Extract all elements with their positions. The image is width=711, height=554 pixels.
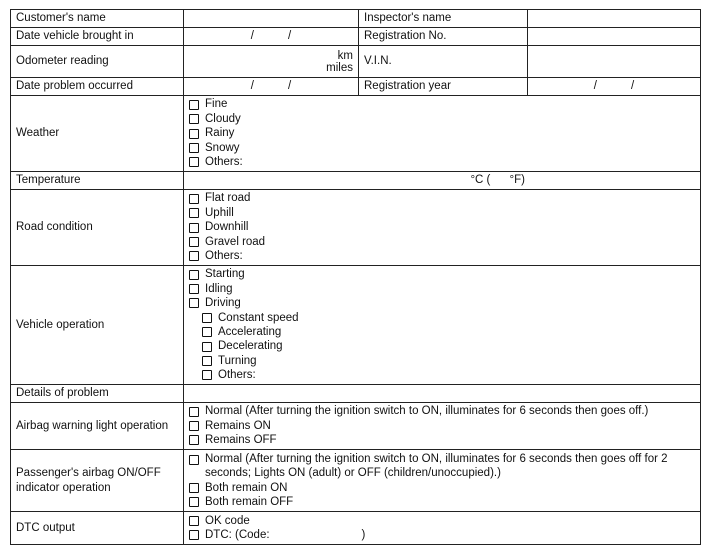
checkbox-icon[interactable] xyxy=(189,530,199,540)
checkbox-icon[interactable] xyxy=(202,342,212,352)
weather-label: Weather xyxy=(11,96,184,172)
airbag-light-label: Airbag warning light operation xyxy=(11,403,184,450)
airbag-option-normal[interactable]: Normal (After turning the ignition switch to ON, illuminates for 6 seconds then goes off.) xyxy=(189,404,695,418)
row-details xyxy=(11,385,701,403)
checkbox-icon[interactable] xyxy=(189,157,199,167)
dtc-code-close: ) xyxy=(361,529,366,541)
checkbox-icon[interactable] xyxy=(189,435,199,445)
weather-option-fine[interactable]: Fine xyxy=(189,97,695,111)
dtc-label: DTC output xyxy=(11,512,184,545)
checkbox-icon[interactable] xyxy=(189,407,199,417)
operation-option-idling[interactable]: Idling xyxy=(189,282,695,296)
road-option-uphill[interactable]: Uphill xyxy=(189,206,695,220)
checkbox-icon[interactable] xyxy=(189,237,199,247)
checkbox-icon[interactable] xyxy=(189,100,199,110)
checkbox-icon[interactable] xyxy=(189,208,199,218)
registration-year-field[interactable] xyxy=(528,78,701,96)
weather-option-rainy[interactable]: Rainy xyxy=(189,126,695,140)
inspector-name-label: Inspector's name xyxy=(359,10,528,28)
date-separator: / xyxy=(288,80,292,93)
passenger-indicator-options xyxy=(184,450,701,512)
dtc-option-ok[interactable]: OK code xyxy=(189,514,695,528)
driving-option-others[interactable]: Others: xyxy=(189,368,695,382)
dtc-option-code[interactable]: DTC: (Code: ) xyxy=(189,528,695,542)
checkbox-icon[interactable] xyxy=(189,298,199,308)
details-field[interactable] xyxy=(184,385,701,403)
checkbox-icon[interactable] xyxy=(189,284,199,294)
checkbox-icon[interactable] xyxy=(189,516,199,526)
operation-option-driving[interactable]: Driving xyxy=(189,296,695,310)
odometer-units xyxy=(189,50,353,74)
weather-option-cloudy[interactable]: Cloudy xyxy=(189,112,695,126)
diagnosis-form-table xyxy=(10,9,701,545)
registration-no-field[interactable] xyxy=(528,28,701,46)
odometer-label: Odometer reading xyxy=(11,46,184,78)
unit-miles: miles xyxy=(326,61,353,74)
checkbox-icon[interactable] xyxy=(202,327,212,337)
checkbox-icon[interactable] xyxy=(189,497,199,507)
checkbox-icon[interactable] xyxy=(202,356,212,366)
road-condition-options xyxy=(184,190,701,266)
date-problem-field[interactable] xyxy=(184,78,359,96)
customer-name-field[interactable] xyxy=(184,10,359,28)
row-customer xyxy=(11,10,701,28)
date-problem-label: Date problem occurred xyxy=(11,78,184,96)
checkbox-icon[interactable] xyxy=(189,194,199,204)
road-option-downhill[interactable]: Downhill xyxy=(189,220,695,234)
driving-option-accelerating[interactable]: Accelerating xyxy=(189,325,695,339)
registration-no-label: Registration No. xyxy=(359,28,528,46)
checkbox-icon[interactable] xyxy=(189,129,199,139)
passenger-option-both-on[interactable]: Both remain ON xyxy=(189,481,695,495)
registration-year-label: Registration year xyxy=(359,78,528,96)
airbag-light-options xyxy=(184,403,701,450)
airbag-option-remains-off[interactable]: Remains OFF xyxy=(189,433,695,447)
row-odometer xyxy=(11,46,701,78)
driving-option-decelerating[interactable]: Decelerating xyxy=(189,339,695,353)
vin-field[interactable] xyxy=(528,46,701,78)
row-date-brought xyxy=(11,28,701,46)
checkbox-icon[interactable] xyxy=(189,421,199,431)
checkbox-icon[interactable] xyxy=(189,223,199,233)
row-temperature xyxy=(11,172,701,190)
checkbox-icon[interactable] xyxy=(189,483,199,493)
checkbox-icon[interactable] xyxy=(189,270,199,280)
road-option-flat[interactable]: Flat road xyxy=(189,191,695,205)
row-dtc xyxy=(11,512,701,545)
date-separator: / xyxy=(631,80,635,93)
date-separator: / xyxy=(250,30,254,43)
checkbox-icon[interactable] xyxy=(202,313,212,323)
weather-option-others[interactable]: Others: xyxy=(189,155,695,169)
row-date-problem xyxy=(11,78,701,96)
row-road-condition xyxy=(11,190,701,266)
temperature-units: °C ( °F) xyxy=(470,174,525,187)
road-condition-label: Road condition xyxy=(11,190,184,266)
row-weather xyxy=(11,96,701,172)
checkbox-icon[interactable] xyxy=(189,251,199,261)
passenger-option-both-off[interactable]: Both remain OFF xyxy=(189,495,695,509)
airbag-option-remains-on[interactable]: Remains ON xyxy=(189,419,695,433)
checkbox-icon[interactable] xyxy=(202,370,212,380)
row-vehicle-operation xyxy=(11,266,701,385)
odometer-field[interactable] xyxy=(184,46,359,78)
road-option-others[interactable]: Others: xyxy=(189,249,695,263)
date-brought-field[interactable] xyxy=(184,28,359,46)
operation-option-starting[interactable]: Starting xyxy=(189,267,695,281)
date-separator: / xyxy=(593,80,597,93)
date-brought-label: Date vehicle brought in xyxy=(11,28,184,46)
unit-km: km xyxy=(337,49,353,62)
checkbox-icon[interactable] xyxy=(189,455,199,465)
date-separator: / xyxy=(288,30,292,43)
road-option-gravel[interactable]: Gravel road xyxy=(189,235,695,249)
weather-options xyxy=(184,96,701,172)
driving-option-constant-speed[interactable]: Constant speed xyxy=(189,311,695,325)
temperature-field[interactable] xyxy=(184,172,701,190)
vin-label: V.I.N. xyxy=(359,46,528,78)
row-airbag-light xyxy=(11,403,701,450)
passenger-indicator-label: Passenger's airbag ON/OFF indicator operation xyxy=(11,450,184,512)
date-brought-slashes xyxy=(189,29,353,43)
details-label: Details of problem xyxy=(11,385,184,403)
temperature-label: Temperature xyxy=(11,172,184,190)
date-problem-slashes xyxy=(189,79,353,93)
dtc-options xyxy=(184,512,701,545)
vehicle-operation-label: Vehicle operation xyxy=(11,266,184,385)
customer-name-label: Customer's name xyxy=(11,10,184,28)
vehicle-operation-options xyxy=(184,266,701,385)
checkbox-icon[interactable] xyxy=(189,143,199,153)
date-separator: / xyxy=(250,80,254,93)
inspector-name-field[interactable] xyxy=(528,10,701,28)
passenger-option-normal[interactable]: Normal (After turning the ignition switch to ON, illuminates for 6 seconds then goes off for 2 seconds; Lights ON (adult) or OFF (children/unoccupied).) xyxy=(189,452,695,481)
registration-year-slashes xyxy=(533,79,695,93)
row-passenger-indicator xyxy=(11,450,701,512)
driving-option-turning[interactable]: Turning xyxy=(189,354,695,368)
checkbox-icon[interactable] xyxy=(189,114,199,124)
weather-option-snowy[interactable]: Snowy xyxy=(189,141,695,155)
